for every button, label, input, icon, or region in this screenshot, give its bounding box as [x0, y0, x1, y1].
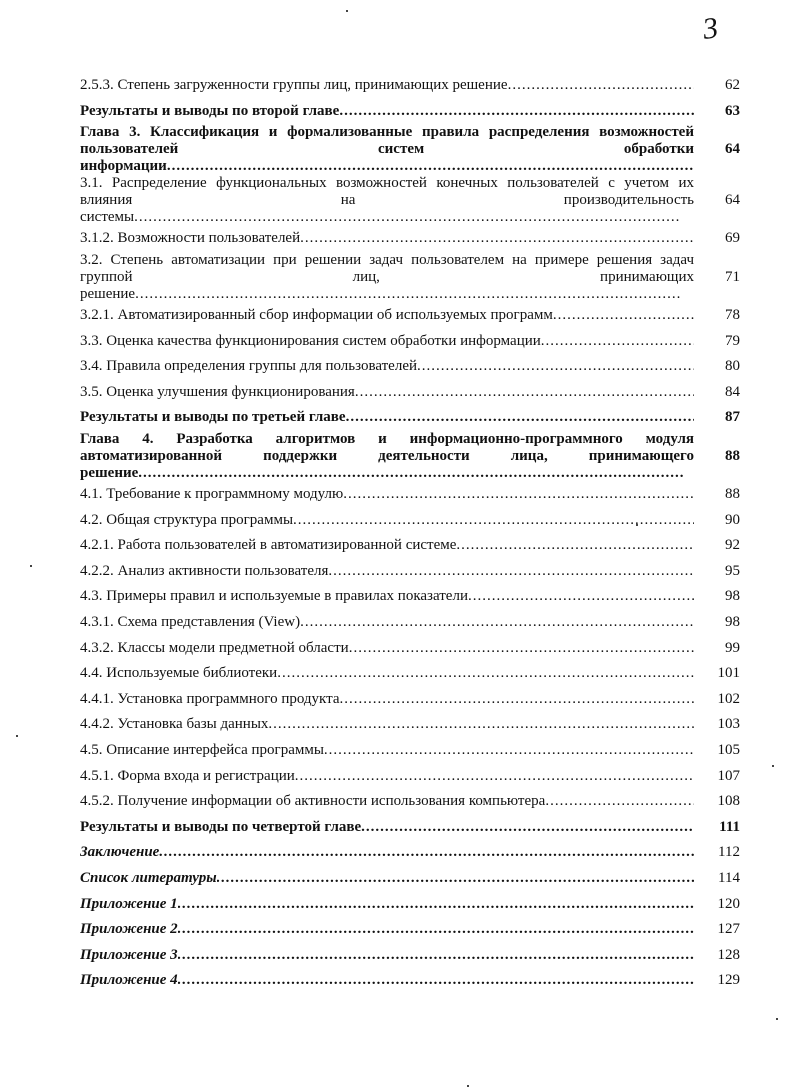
toc-row	[80, 99, 740, 125]
toc-row	[80, 482, 740, 508]
toc-row	[80, 73, 740, 99]
toc-title: 4.1. Требование к программному модулю	[80, 486, 344, 503]
toc-page: 88	[725, 447, 740, 464]
scan-speck	[776, 1018, 778, 1020]
toc-row	[80, 789, 740, 815]
toc-row	[80, 380, 740, 406]
toc-title: Глава 4. Разработка алгоритмов и информационно-программного модуля автоматизированной поддержки деятельности лица, принимающего решение	[80, 430, 694, 481]
toc-title: 4.2. Общая структура программы	[80, 511, 294, 528]
toc-title: 3.3. Оценка качества функционирования систем обработки информации	[80, 332, 541, 349]
toc-row	[80, 431, 740, 482]
toc-page: 103	[717, 716, 740, 733]
toc-title: Приложение 4	[80, 972, 178, 989]
toc-row	[80, 942, 740, 968]
toc-page: 87	[725, 409, 740, 426]
toc-title: 4.2.1. Работа пользователей в автоматизированной системе	[80, 537, 457, 554]
toc-title: 4.3. Примеры правил и используемые в правилах показатели	[80, 588, 468, 605]
toc-page: 102	[717, 690, 740, 707]
toc-page: 105	[717, 741, 740, 758]
toc-row	[80, 405, 740, 431]
toc-page: 78	[725, 307, 740, 324]
toc-title: 4.4.2. Установка базы данных	[80, 716, 269, 733]
scan-speck	[467, 1085, 469, 1087]
toc-page: 98	[725, 614, 740, 631]
toc-page: 64	[725, 141, 740, 158]
toc-row	[80, 610, 740, 636]
toc-row	[80, 559, 740, 585]
toc-title: Приложение 2	[80, 921, 178, 938]
toc-page: 79	[725, 332, 740, 349]
toc-title: 4.5.1. Форма входа и регистрации	[80, 767, 295, 784]
toc-title: 4.5.2. Получение информации об активности использования компьютера	[80, 793, 546, 810]
toc-row	[80, 124, 740, 175]
toc-title: 3.1. Распределение функциональных возможностей конечных пользователей с учетом их влияния на производительность системы	[80, 175, 694, 226]
toc-page: 63	[725, 102, 740, 119]
toc-title: Результаты и выводы по третьей главе	[80, 409, 346, 426]
toc-row	[80, 814, 740, 840]
toc-title: 4.2.2. Анализ активности пользователя	[80, 562, 329, 579]
toc-page: 114	[718, 869, 740, 886]
toc-row	[80, 226, 740, 252]
toc-row	[80, 175, 740, 226]
toc-row	[80, 584, 740, 610]
toc-title: 3.5. Оценка улучшения функционирования	[80, 383, 355, 400]
toc-page: 80	[725, 358, 740, 375]
handwritten-page-number: 3	[700, 11, 721, 46]
toc-row	[80, 507, 740, 533]
toc-page: 64	[725, 192, 740, 209]
toc-page: 120	[717, 895, 740, 912]
scan-speck	[346, 10, 348, 12]
toc-page: 62	[725, 77, 740, 94]
toc-row	[80, 687, 740, 713]
toc-page: 90	[725, 511, 740, 528]
toc-title: Заключение	[80, 844, 160, 861]
table-of-contents	[80, 73, 740, 994]
toc-title: 4.3.2. Классы модели предметной области	[80, 639, 349, 656]
toc-row	[80, 303, 740, 329]
toc-row	[80, 891, 740, 917]
toc-title: Приложение 3	[80, 946, 178, 963]
toc-title: 4.4.1. Установка программного продукта	[80, 690, 340, 707]
toc-title: 3.2. Степень автоматизации при решении задач пользователем на примере решения задач группой лиц, принимающих решение	[80, 251, 694, 302]
toc-row	[80, 763, 740, 789]
toc-page: 112	[718, 844, 740, 861]
toc-title: 3.1.2. Возможности пользователей	[80, 230, 301, 247]
toc-page: 92	[725, 537, 740, 554]
toc-row	[80, 252, 740, 303]
toc-row	[80, 328, 740, 354]
toc-title: Список литературы	[80, 869, 217, 886]
toc-page: 69	[725, 230, 740, 247]
toc-page: 111	[719, 818, 740, 835]
toc-title: 4.5. Описание интерфейса программы	[80, 741, 324, 758]
toc-title: Приложение 1	[80, 895, 178, 912]
scan-speck	[636, 524, 638, 526]
toc-title: 2.5.3. Степень загруженности группы лиц, принимающих решение	[80, 77, 508, 94]
toc-title: 3.2.1. Автоматизированный сбор информации об используемых программ	[80, 307, 553, 324]
toc-row	[80, 661, 740, 687]
toc-row	[80, 533, 740, 559]
toc-title: 4.4. Используемые библиотеки	[80, 665, 278, 682]
toc-page: 128	[717, 946, 740, 963]
toc-page: 84	[725, 383, 740, 400]
toc-page: 129	[717, 972, 740, 989]
toc-page: 108	[717, 793, 740, 810]
toc-page: 101	[717, 665, 740, 682]
toc-page: 127	[717, 921, 740, 938]
toc-page: 71	[725, 268, 740, 285]
scan-speck	[16, 735, 18, 737]
toc-page: 88	[725, 486, 740, 503]
toc-row	[80, 840, 740, 866]
toc-title: Глава 3. Классификация и формализованные правила распределения возможностей пользователей систем обработки информации	[80, 124, 694, 175]
toc-row	[80, 968, 740, 994]
toc-title: 4.3.1. Схема представления (View)	[80, 614, 301, 631]
toc-row	[80, 354, 740, 380]
toc-title: 3.4. Правила определения группы для пользователей	[80, 358, 418, 375]
toc-page: 99	[725, 639, 740, 656]
toc-title: Результаты и выводы по второй главе	[80, 102, 340, 119]
toc-page: 107	[717, 767, 740, 784]
toc-row	[80, 866, 740, 892]
toc-row	[80, 712, 740, 738]
toc-row	[80, 738, 740, 764]
toc-title: Результаты и выводы по четвертой главе	[80, 818, 362, 835]
toc-row	[80, 917, 740, 943]
scan-speck	[30, 565, 32, 567]
toc-row	[80, 635, 740, 661]
toc-page: 98	[725, 588, 740, 605]
toc-page: 95	[725, 562, 740, 579]
scan-speck	[772, 765, 774, 767]
